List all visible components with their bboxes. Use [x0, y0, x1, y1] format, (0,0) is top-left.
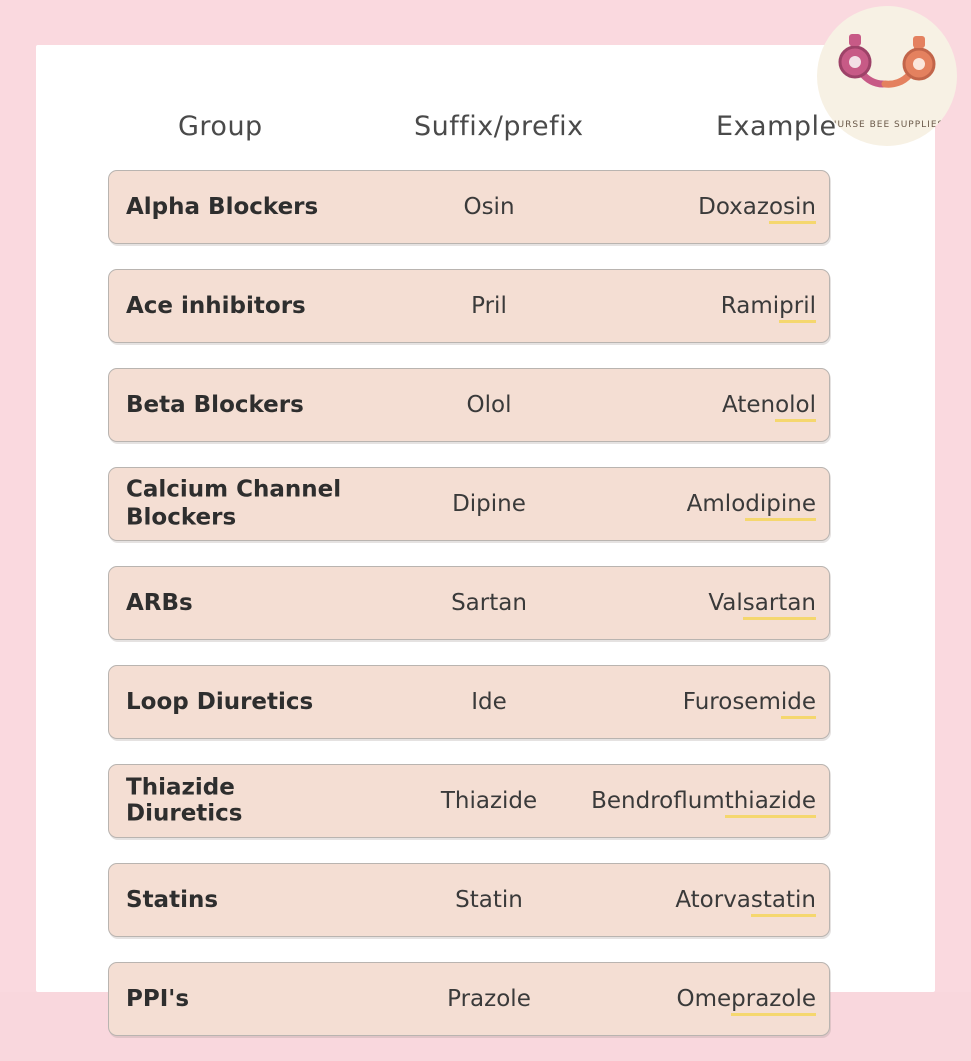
cell-suffix: Ide [471, 689, 507, 715]
cell-example-affix: sartan [743, 590, 816, 620]
cell-group: PPI's [126, 985, 190, 1012]
table-row [108, 566, 830, 640]
cell-example [676, 986, 816, 1012]
cell-suffix: Olol [466, 392, 512, 418]
cell-suffix: Osin [463, 194, 515, 220]
brand-logo-text: NURSE BEE SUPPLIES [829, 120, 945, 130]
table-row [108, 863, 830, 937]
cell-example [675, 887, 816, 913]
table-row [108, 170, 830, 244]
cell-example-affix: statin [751, 887, 816, 917]
cell-example-stem: Bendroflum [591, 788, 725, 814]
cell-suffix: Sartan [451, 590, 527, 616]
column-header-group: Group [178, 111, 263, 142]
cell-example [683, 689, 816, 715]
cell-example-stem: Val [708, 590, 743, 616]
table-row [108, 665, 830, 739]
cell-example [687, 491, 816, 517]
cell-example-affix: dipine [745, 491, 816, 521]
cell-example [721, 293, 816, 319]
cell-example-affix: olol [775, 392, 816, 422]
cell-example-stem: Atorva [675, 887, 751, 913]
cell-group: Ace inhibitors [126, 292, 306, 319]
table-body [108, 170, 830, 1061]
cell-example-stem: Doxaz [698, 194, 769, 220]
cell-example-stem: Ome [676, 986, 732, 1012]
table-row [108, 962, 830, 1036]
cell-suffix: Prazole [447, 986, 531, 1012]
cell-group: Loop Diuretics [126, 688, 314, 715]
cell-suffix: Pril [471, 293, 507, 319]
cell-suffix: Dipine [452, 491, 526, 517]
column-header-example: Example [716, 111, 837, 142]
cell-example-affix: thiazide [725, 788, 816, 818]
table-row [108, 764, 830, 838]
cell-group: Calcium Channel Blockers [126, 476, 342, 530]
cell-example-affix: pril [779, 293, 816, 323]
cell-group: Alpha Blockers [126, 193, 319, 220]
stethoscope-icon [833, 28, 941, 124]
cell-example-stem: Aten [721, 392, 776, 418]
table-row [108, 467, 830, 541]
cell-example [591, 788, 816, 814]
cell-group: Statins [126, 886, 219, 913]
cell-example-affix: ide [781, 689, 816, 719]
cell-group: ARBs [126, 589, 193, 616]
table-header [106, 111, 866, 153]
cell-group: Beta Blockers [126, 391, 304, 418]
table-row [108, 269, 830, 343]
table-row [108, 368, 830, 442]
cell-example-affix: prazole [731, 986, 816, 1016]
brand-logo [817, 6, 957, 146]
cell-example-stem: Furosem [682, 689, 781, 715]
content-card [36, 45, 935, 1012]
cell-example [708, 590, 816, 616]
cell-group: Thiazide Diuretics [126, 774, 243, 827]
cell-suffix: Statin [455, 887, 523, 913]
cell-example-stem: Amlo [686, 491, 746, 517]
cell-example [722, 392, 816, 418]
cell-example-stem: Rami [720, 293, 780, 319]
column-header-suffix: Suffix/prefix [414, 111, 584, 142]
cell-example-affix: osin [769, 194, 816, 224]
cell-suffix: Thiazide [440, 788, 538, 814]
cell-example [698, 194, 816, 220]
